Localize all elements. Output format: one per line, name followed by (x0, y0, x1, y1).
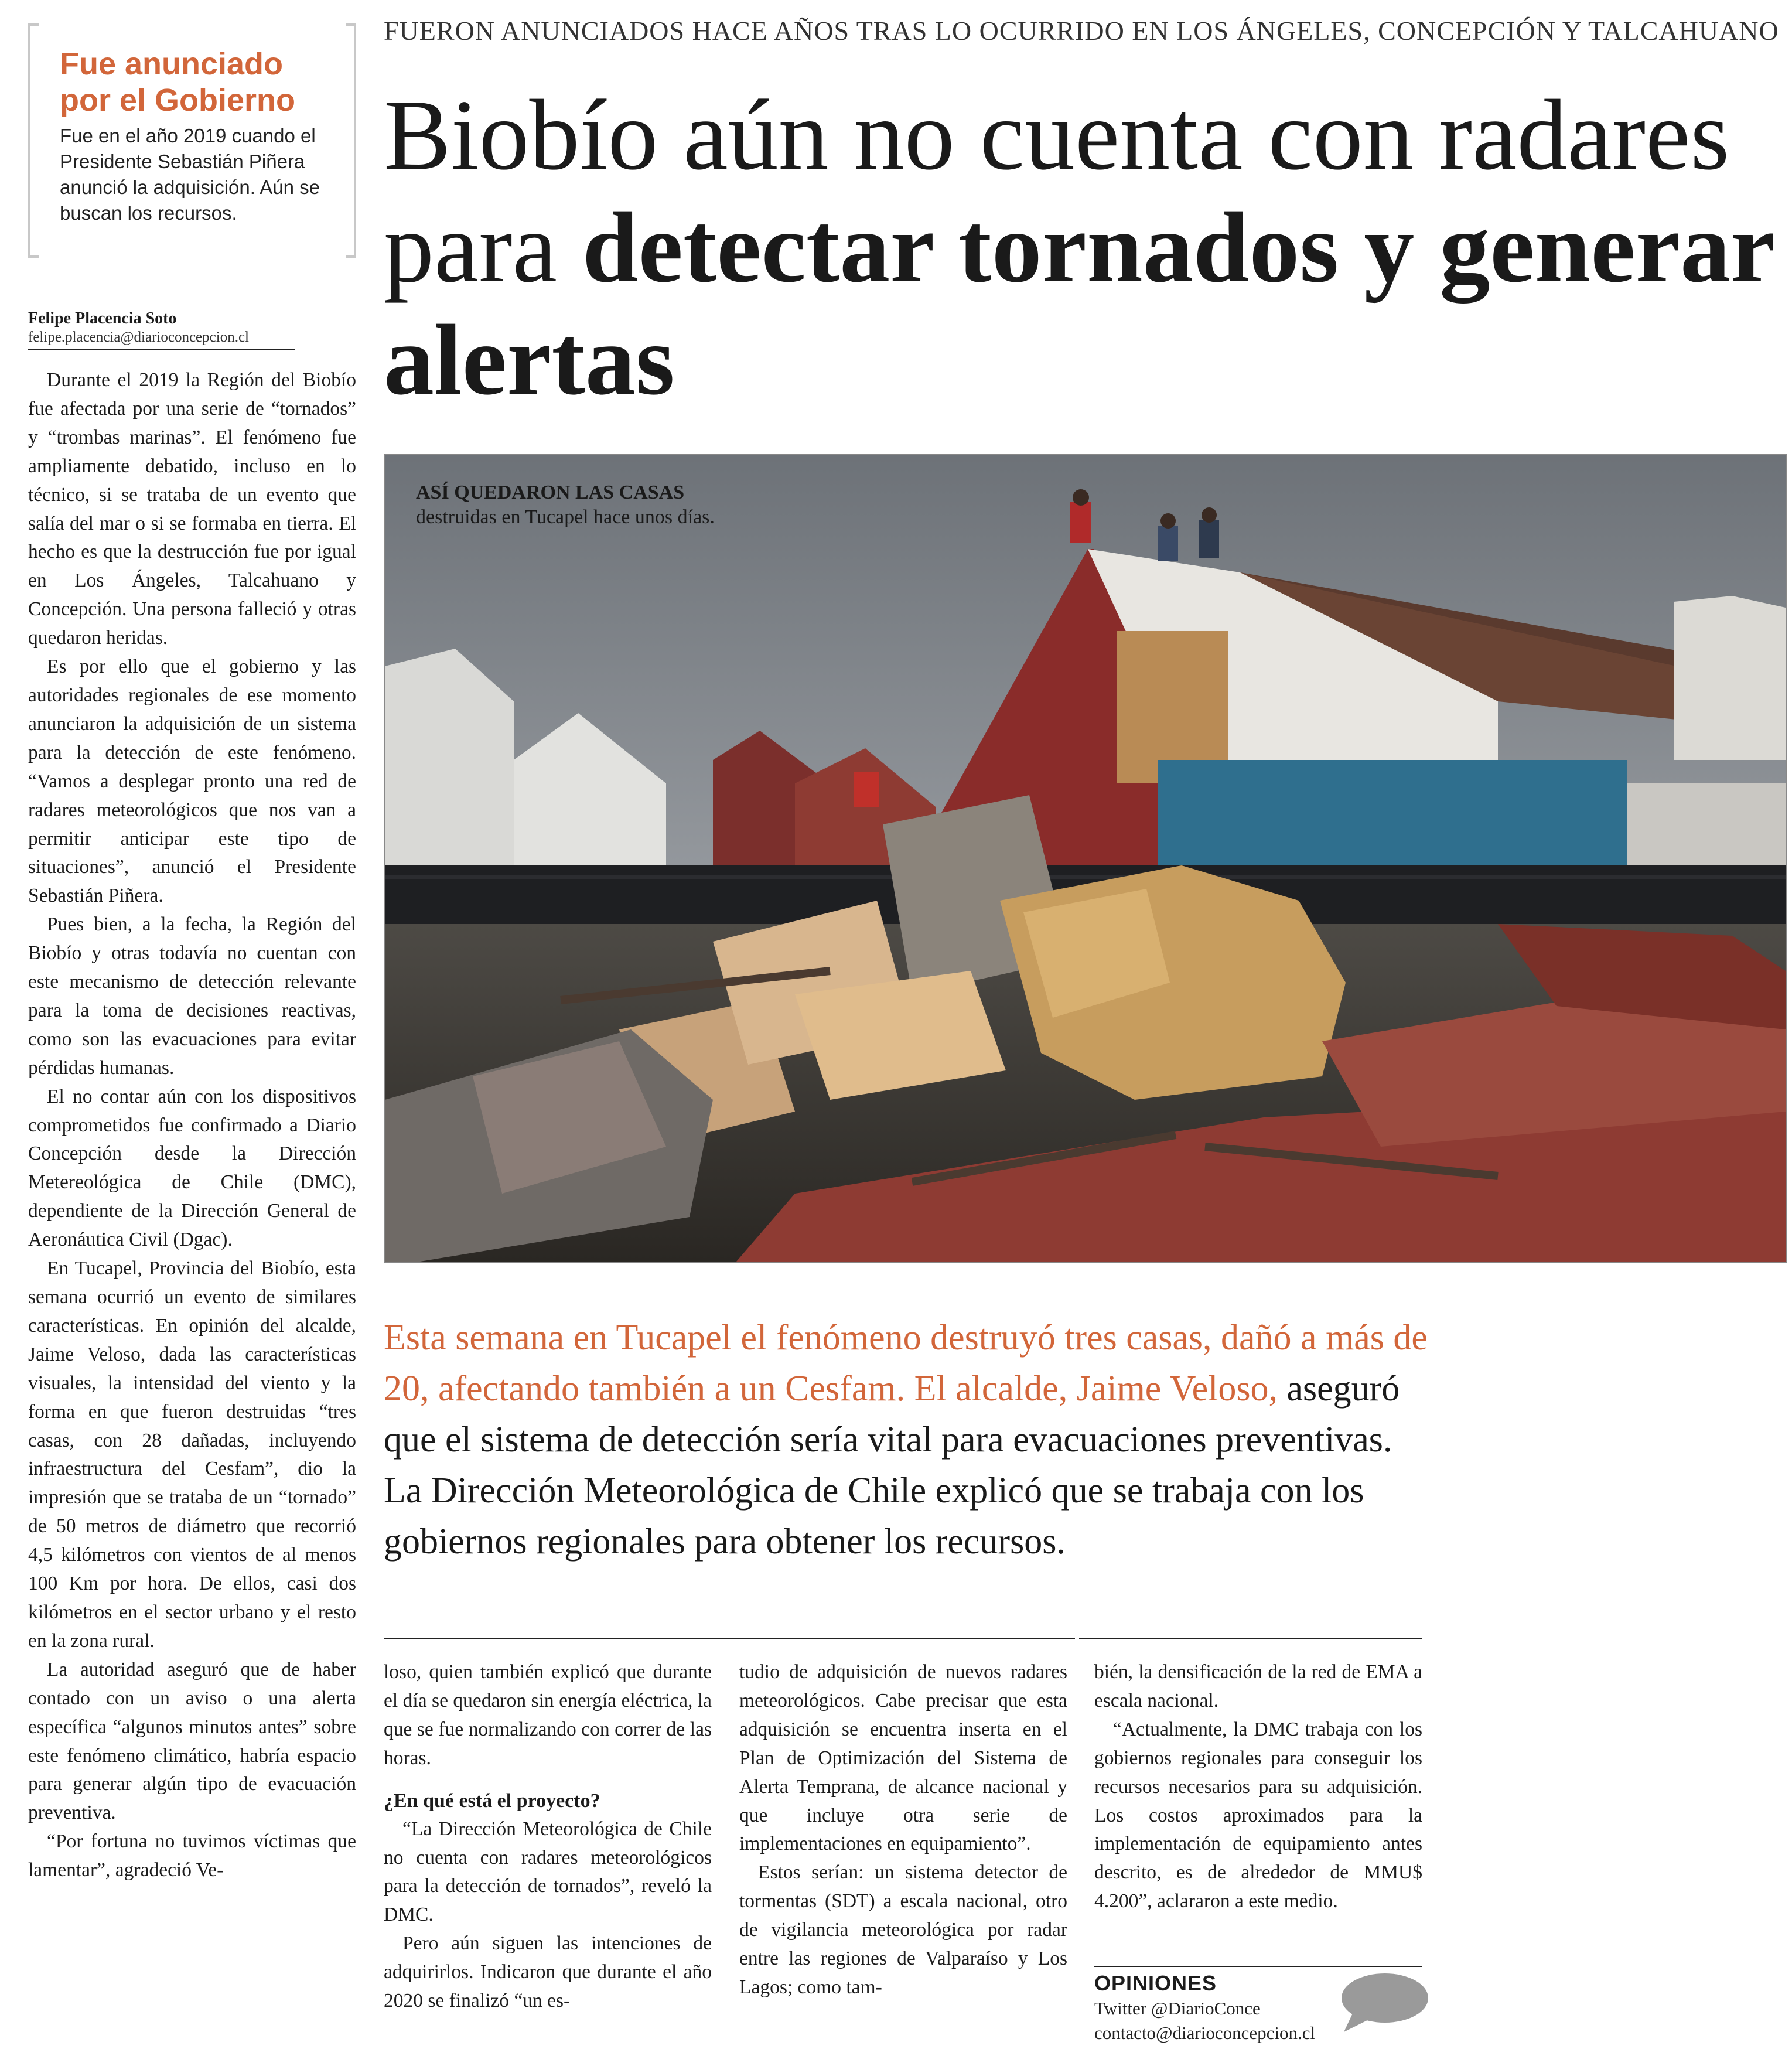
bracket-left (28, 23, 39, 258)
section-divider (1079, 1638, 1422, 1639)
photo-caption (416, 480, 721, 530)
body-paragraph: “Actualmente, la DMC trabaja con los gobiernos regionales para conseguir los recursos necesarios para su adquisición. Los costos aproximados para la implementación de equipamiento antes descrito, es de alrededor de MMU$ 4.200”, aclararon a este medio. (1094, 1718, 1422, 1912)
sidebar-title: Fue anunciado por el Gobierno (60, 46, 296, 118)
subheading: ¿En qué está el proyecto? (384, 1789, 600, 1812)
body-column-2 (384, 1658, 712, 2016)
opiniones-twitter: Twitter @DiarioConce (1094, 1998, 1261, 2019)
body-paragraph: tudio de adquisición de nuevos radares meteorológicos. Cabe precisar que esta adquisición se encuentra inserta en el Plan de Optimización del Sistema de Alerta Temprana, de alcance nacional y que incluye otra serie de implementaciones en equipamiento”. (739, 1661, 1067, 1855)
author-email: felipe.placencia@diarioconcepcion.cl (28, 329, 249, 345)
headline (384, 79, 1784, 417)
opiniones-divider (1094, 1966, 1422, 1967)
deck (384, 1312, 1438, 1567)
opiniones-email: contacto@diarioconcepcion.cl (1094, 2023, 1316, 2043)
caption-title: ASÍ QUEDARON LAS CASAS (416, 482, 685, 503)
body-paragraph: Estos serían: un sistema detector de tormentas (SDT) a escala nacional, otro de vigilancia meteorológica por radar entre las regiones de Valparaíso y Los Lagos; como tam- (739, 1862, 1067, 1998)
speech-bubble-icon (1336, 1971, 1429, 2036)
deck-highlight: Esta semana en Tucapel el fenómeno destruyó tres casas, dañó a más de 20, afectando también a un Cesfam. El alcalde, Jaime Veloso, (384, 1318, 1428, 1409)
section-divider (384, 1638, 1075, 1639)
byline-divider (28, 349, 295, 350)
tornado-damage-photo (385, 455, 1786, 1262)
body-paragraph: El no contar aún con los dispositivos comprometidos fue confirmado a Diario Concepción desde la Dirección Metereológica de Chile (DMC), dependiente de la Dirección General de Aeronáutica Civil (Dgac). (28, 1085, 356, 1251)
author-name: Felipe Placencia Soto (28, 309, 177, 328)
body-paragraph: loso, quien también explicó que durante el día se quedaron sin energía eléctrica, la que se fue normalizando con correr de las horas. (384, 1661, 712, 1769)
body-paragraph: Durante el 2019 la Región del Biobío fue afectada por una serie de “tornados” y “trombas marinas”. El fenómeno fue ampliamente debatido, incluso en lo técnico, si se trataba de un evento que salía del mar o si se formaba en tierra. El hecho es que la destrucción fue por igual en Los Ángeles, Talcahuano y Concepción. Una persona falleció y otras quedaron heridas. (28, 369, 356, 649)
headline-regular: Biobío aún no cuenta con radares para (384, 80, 1730, 304)
body-paragraph: Es por ello que el gobierno y las autoridades regionales de ese momento anunciaron la adquisición de un sistema para la detección de este fenómeno. “Vamos a desplegar pronto una red de radares meteorológicos que nos van a permitir anticipar este tipo de situaciones”, anunció el Presidente Sebastián Piñera. (28, 656, 356, 907)
body-paragraph: “Por fortuna no tuvimos víctimas que lamentar”, agradeció Ve- (28, 1830, 356, 1881)
sidebar-box (28, 23, 356, 253)
body-paragraph: Pues bien, a la fecha, la Región del Biobío y otras todavía no cuentan con este mecanismo de detección relevante para la toma de decisiones reactivas, como son las evacuaciones para evitar pérdidas humanas. (28, 913, 356, 1079)
sidebar-text: Fue en el año 2019 cuando el Presidente Sebastián Piñera anunció la adquisición. Aún se buscan los recursos. (60, 125, 320, 224)
body-paragraph: “La Dirección Meteorológica de Chile no cuenta con radares meteorológicos para la detección de tornados”, reveló la DMC. (384, 1818, 712, 1926)
body-column-1 (28, 366, 356, 1885)
opiniones-title: OPINIONES (1094, 1971, 1217, 1995)
kicker: FUERON ANUNCIADOS HACE AÑOS TRAS LO OCURRIDO EN LOS ÁNGELES, CONCEPCIÓN Y TALCAHUANO (384, 16, 1779, 46)
caption-text: destruidas en Tucapel hace unos días. (416, 506, 715, 528)
body-paragraph: Pero aún siguen las intenciones de adquirirlos. Indicaron que durante el año 2020 se finalizó “un es- (384, 1932, 712, 2012)
body-paragraph: bién, la densificación de la red de EMA a escala nacional. (1094, 1661, 1422, 1712)
news-photo (384, 454, 1787, 1263)
headline-bold: detectar tornados y generar alertas (384, 192, 1774, 416)
deck-rest: aseguró que el sistema de detección sería vital para evacuaciones preventivas. La Dirección Meteorológica de Chile explicó que se trabaja con los gobiernos regionales para obtener los recursos. (384, 1369, 1400, 1562)
body-column-4 (1094, 1658, 1422, 1916)
body-paragraph: En Tucapel, Provincia del Biobío, esta semana ocurrió un evento de similares características. En opinión del alcalde, Jaime Veloso, dada las características visuales, la intensidad del viento y la forma en que fueron destruidas “tres casas, con 28 dañadas, incluyendo infraestructura del Cesfam”, dio la impresión que se trataba de un “tornado” de 50 metros de diámetro que recorrió 4,5 kilómetros con vientos de al menos 100 Km por hora. De ellos, casi dos kilómetros en el sector urbano y el resto en la zona rural. (28, 1257, 356, 1652)
body-paragraph: La autoridad aseguró que de haber contado con un aviso o una alerta específica “algunos minutos antes” sobre este fenómeno climático, habría espacio para generar algún tipo de evacuación preventiva. (28, 1658, 356, 1824)
body-column-3 (739, 1658, 1067, 2002)
